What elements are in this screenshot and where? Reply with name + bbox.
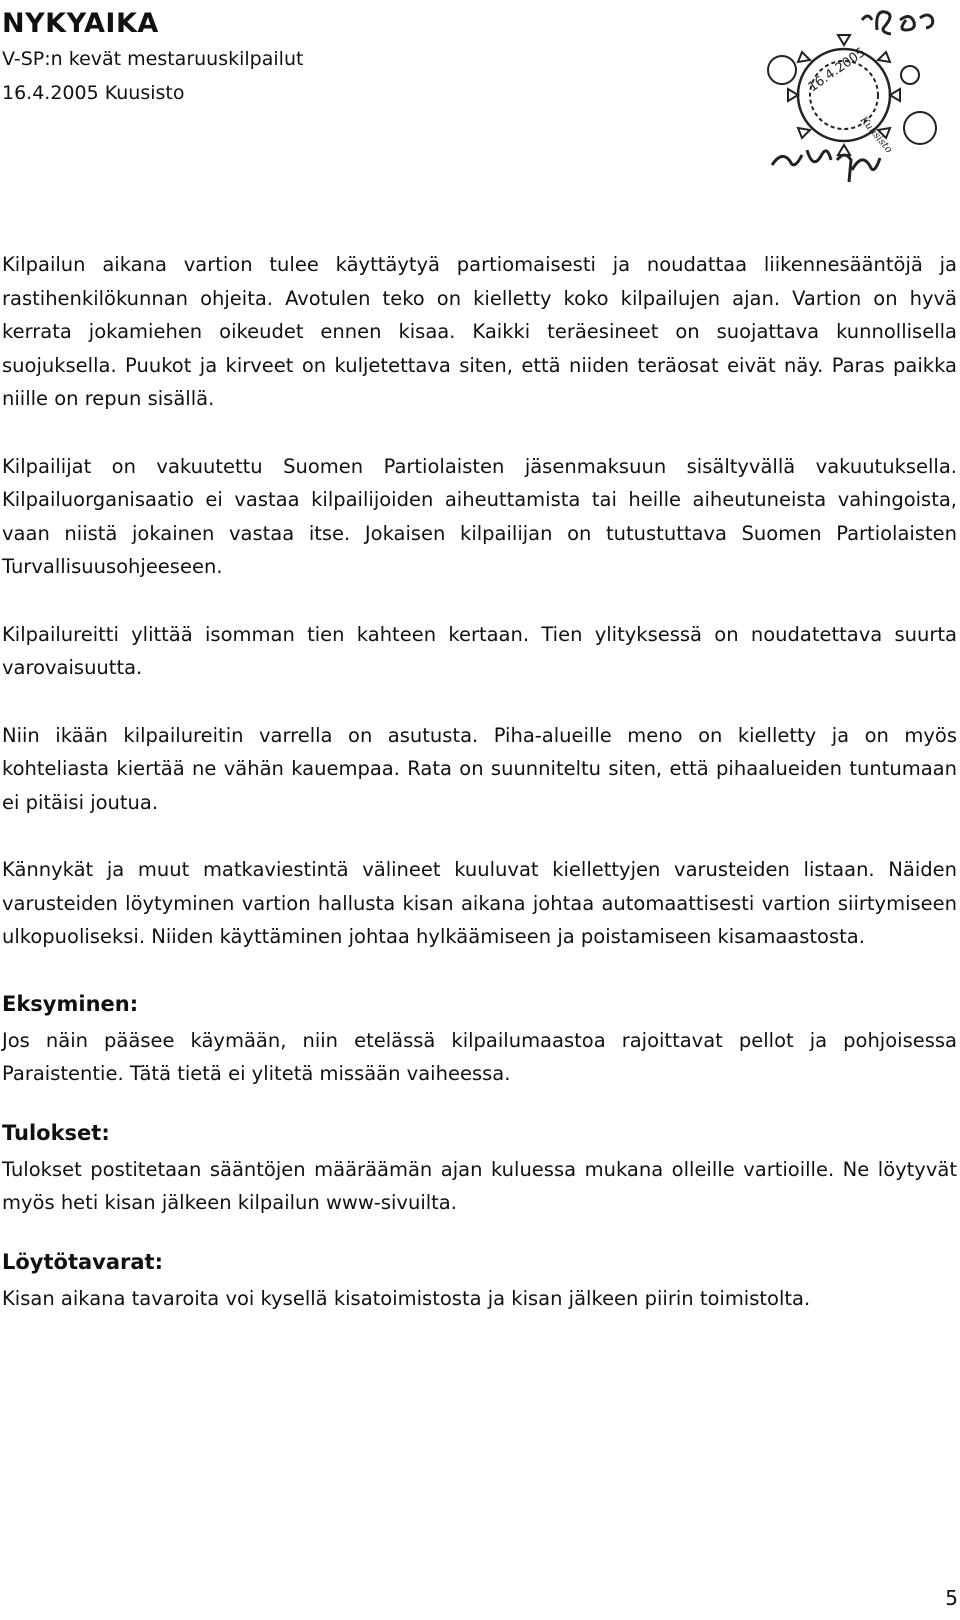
section-heading: Tulokset: <box>2 1120 110 1145</box>
section-heading: Löytötavarat: <box>2 1249 163 1274</box>
small-gear-icon <box>768 56 796 84</box>
document-title: NYKYAIKA <box>2 8 159 39</box>
logo-place: Kuusisto <box>857 114 895 156</box>
section-text: Tulokset postitetaan sääntöjen määräämän ajan kuluessa mukana olleille vartioille. Ne löytyvät myös heti kisan jälkeen kilpailun www-sivuilta. <box>2 1157 957 1214</box>
paragraph-conduct: Kilpailun aikana vartion tulee käyttäytyä partiomaisesti ja noudattaa liikennesääntöjä ja rastihenkilökunnan ohjeita. Avotulen teko on kielletty koko kilpailujen ajan. Vartion on hyvä kerrata jokamiehen oikeudet ennen kisaa. Kaikki teräesineet on suojattava kunnollisella suojuksella. Puukot ja kirveet on kuljetettava siten, että niiden teräosat eivät näy. Paras paikka niille on repun sisällä. <box>2 253 957 410</box>
section-lost-items <box>2 1242 957 1316</box>
section-text: Kisan aikana tavaroita voi kysellä kisatoimistosta ja kisan jälkeen piirin toimistolta. <box>2 1286 811 1310</box>
logo-date: 16.4.2005 <box>805 45 869 96</box>
nykyaika-logo <box>752 0 952 200</box>
section-getting-lost <box>2 984 957 1091</box>
document-subtitle: V-SP:n kevät mestaruuskilpailut <box>2 48 304 70</box>
paragraph-residential: Niin ikään kilpailureitin varrella on asutusta. Piha-alueille meno on kielletty ja on myös kohteliasta kiertää ne vähän kauempaa. Rata on suunniteltu siten, että pihaalueiden tuntumaan ei pitäisi joutua. <box>2 723 957 814</box>
paragraph-road-crossing: Kilpailureitti ylittää isomman tien kahteen kertaan. Tien ylityksessä on noudatettava suurta varovaisuutta. <box>2 622 957 679</box>
document-body <box>2 248 957 1337</box>
paragraph-insurance: Kilpailijat on vakuutettu Suomen Partiolaisten jäsenmaksuun sisältyvällä vakuutuksella. Kilpailuorganisaatio ei vastaa kilpailijoiden aiheuttamista tai heille aiheutuneista vahingoista, vaan niistä jokainen vastaa itse. Jokaisen kilpailijan on tutustuttava Suomen Partiolaisten Turvallisuusohjeeseen. <box>2 454 957 578</box>
page-number: 5 <box>945 1586 958 1610</box>
section-results <box>2 1113 957 1220</box>
small-gear-icon <box>904 112 936 144</box>
document-date-place: 16.4.2005 Kuusisto <box>2 82 185 104</box>
paragraph-phones: Kännykät ja muut matkaviestintä välineet kuuluvat kiellettyjen varusteiden listaan. Näiden varusteiden löytyminen vartion hallusta kisan aikana johtaa automaattisesti vartion siirtymiseen ulkopuoliseksi. Niiden käyttäminen johtaa hylkäämiseen ja poistamiseen kisamaastosta. <box>2 858 957 948</box>
section-text: Jos näin pääsee käymään, niin etelässä kilpailumaastoa rajoittavat pellot ja pohjoisessa Paraistentie. Tätä tietä ei ylitetä missään vaiheessa. <box>2 1028 957 1085</box>
section-heading: Eksyminen: <box>2 991 139 1016</box>
document-header <box>2 6 303 110</box>
